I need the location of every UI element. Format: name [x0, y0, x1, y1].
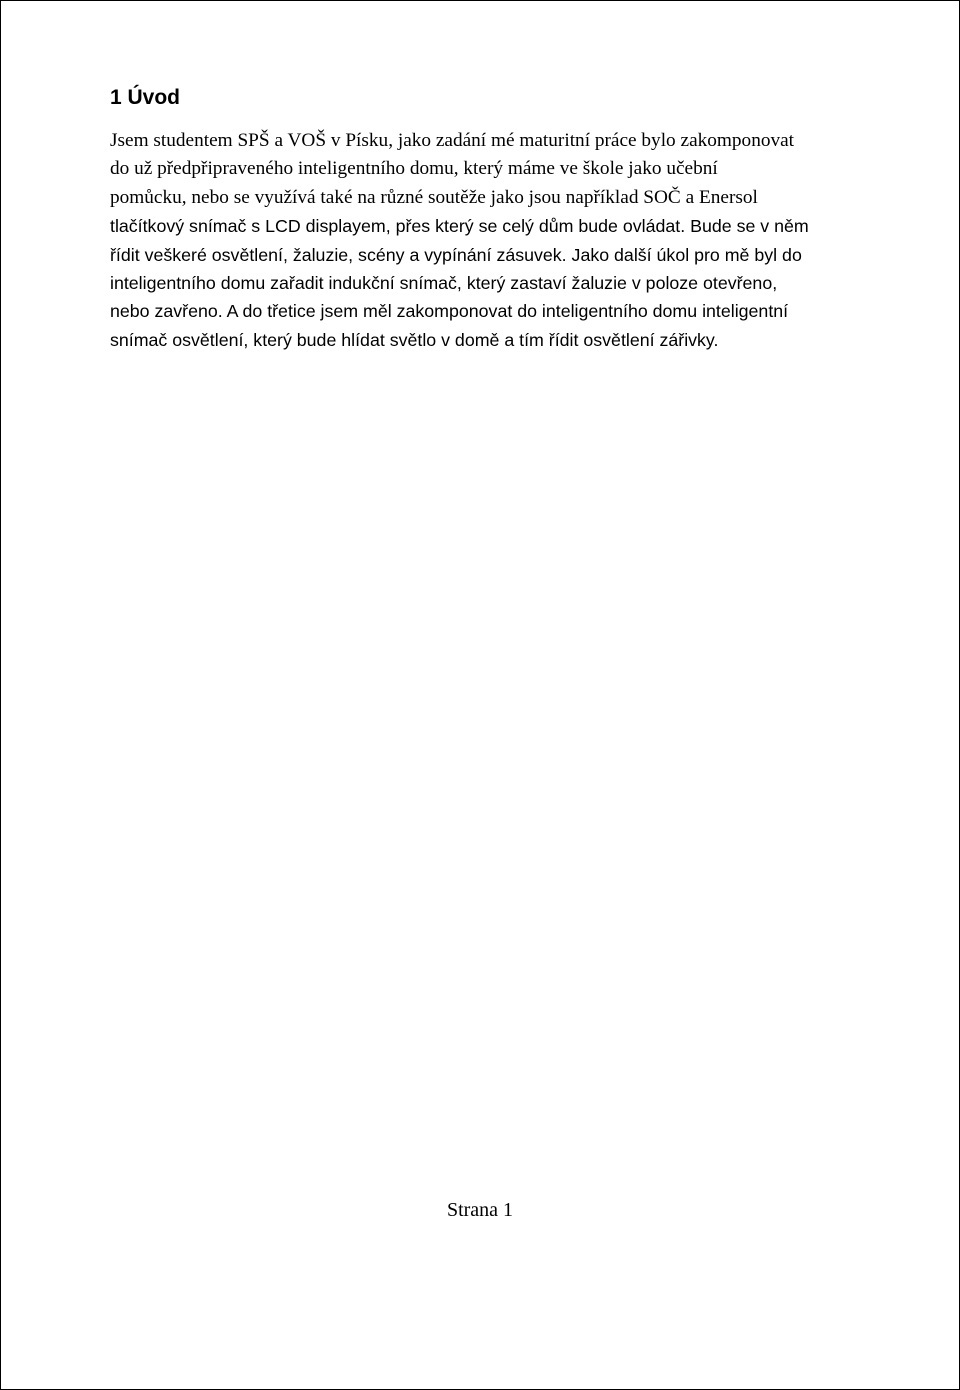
section-heading: 1 Úvod	[110, 86, 181, 109]
paragraph-line: řídit veškeré osvětlení, žaluzie, scény a vypínání zásuvek. Jako další úkol pro mě byl do	[110, 244, 802, 265]
page-number: Strana 1	[446, 1199, 514, 1221]
paragraph-line: inteligentního domu zařadit indukční snímač, který zastaví žaluzie v poloze otevřeno,	[110, 272, 778, 293]
paragraph-line: Jsem studentem SPŠ a VOŠ v Písku, jako zadání mé maturitní práce bylo zakomponovat	[110, 130, 795, 151]
intro-paragraph	[110, 127, 910, 354]
paragraph-line: tlačítkový snímač s LCD displayem, přes který se celý dům bude ovládat. Bude se v něm	[110, 216, 809, 237]
paragraph-line: nebo zavřeno. A do třetice jsem měl zakomponovat do inteligentního domu inteligentní	[110, 301, 789, 322]
paragraph-line: do už předpřipraveného inteligentního domu, který máme ve škole jako učební	[110, 158, 718, 180]
paragraph-line: snímač osvětlení, který bude hlídat světlo v domě a tím řídit osvětlení zářivky.	[110, 329, 719, 350]
paragraph-line: pomůcku, nebo se využívá také na různé soutěže jako jsou například SOČ a Enersol	[110, 186, 758, 208]
